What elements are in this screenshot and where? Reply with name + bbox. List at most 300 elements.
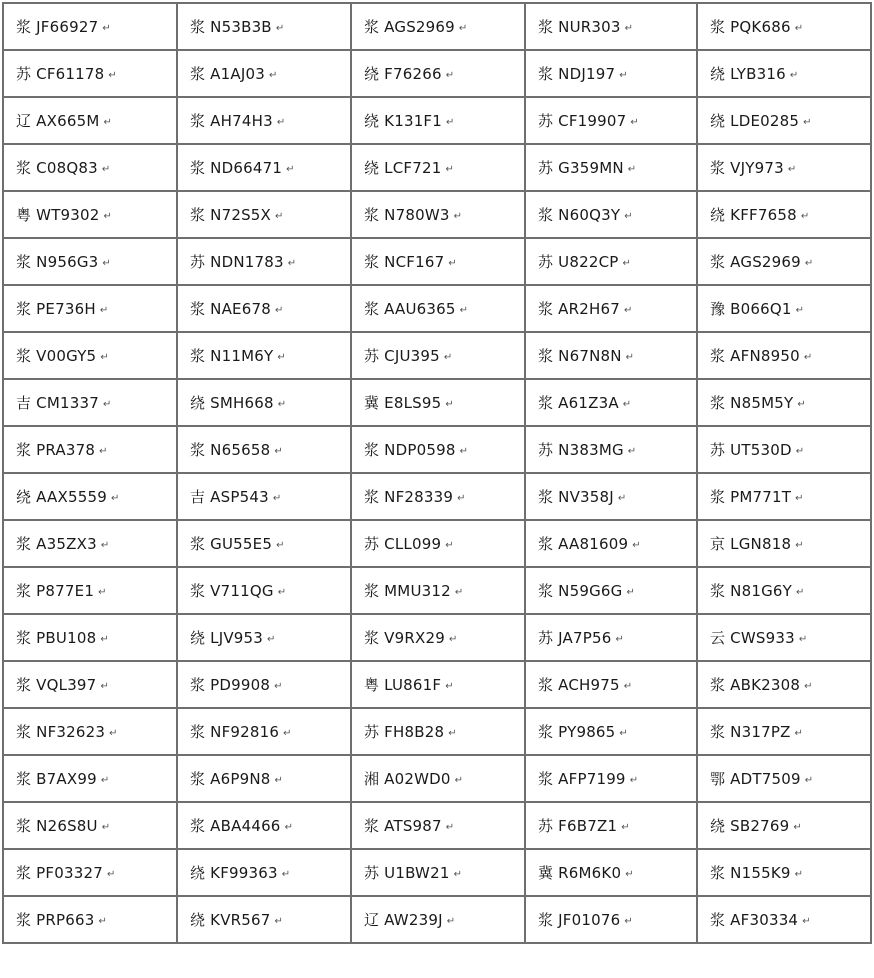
plate-text: 苏 CLL099 [364, 535, 442, 553]
plate-text: 绕 KFF7658 [710, 206, 797, 224]
paragraph-mark-icon: ↵ [448, 728, 457, 739]
paragraph-mark-icon: ↵ [276, 117, 286, 128]
paragraph-mark-icon: ↵ [797, 399, 806, 410]
paragraph-mark-icon: ↵ [448, 634, 458, 645]
paragraph-mark-icon: ↵ [453, 211, 462, 222]
plate-text: 辽 AX665M [16, 112, 100, 130]
paragraph-mark-icon: ↵ [787, 164, 797, 175]
plate-text: 浆 N956G3 [16, 253, 99, 271]
plate-text: 绕 KF99363 [190, 864, 278, 882]
plate-text: 吉 ASP543 [190, 488, 269, 506]
paragraph-mark-icon: ↵ [272, 493, 282, 504]
plate-text: 浆 A61Z3A [538, 394, 619, 412]
plate-cell[interactable] [525, 3, 697, 50]
paragraph-mark-icon: ↵ [454, 775, 464, 786]
plate-text: 苏 N383MG [538, 441, 624, 459]
plate-cell[interactable] [697, 426, 871, 473]
plate-cell[interactable] [177, 191, 351, 238]
plate-text: 绕 AAX5559 [16, 488, 107, 506]
table-row [3, 144, 871, 191]
paragraph-mark-icon: ↵ [103, 117, 112, 128]
table-row [3, 97, 871, 144]
paragraph-mark-icon: ↵ [287, 258, 297, 269]
plate-text: 浆 AGS2969 [364, 18, 455, 36]
plate-cell[interactable] [177, 755, 351, 802]
plate-cell[interactable] [3, 896, 177, 943]
plate-cell[interactable] [3, 849, 177, 896]
paragraph-mark-icon: ↵ [623, 305, 633, 316]
paragraph-mark-icon: ↵ [103, 211, 112, 222]
plate-cell[interactable] [525, 708, 697, 755]
plate-cell[interactable] [177, 802, 351, 849]
plate-cell[interactable] [697, 50, 871, 97]
paragraph-mark-icon: ↵ [457, 493, 466, 504]
plate-text: 绕 K131F1 [364, 112, 443, 130]
table-row [3, 50, 871, 97]
plate-text: 浆 N155K9 [710, 864, 791, 882]
plate-table-body [3, 3, 871, 943]
plate-cell[interactable] [525, 849, 697, 896]
plate-text: 苏 CF61178 [16, 65, 105, 83]
plate-cell[interactable] [525, 97, 697, 144]
paragraph-mark-icon: ↵ [458, 23, 468, 34]
paragraph-mark-icon: ↵ [274, 681, 283, 692]
plate-text: 浆 AA81609 [538, 535, 629, 553]
table-row [3, 802, 871, 849]
paragraph-mark-icon: ↵ [275, 211, 284, 222]
plate-text: 浆 N60Q3Y [538, 206, 621, 224]
table-row [3, 238, 871, 285]
paragraph-mark-icon: ↵ [798, 634, 808, 645]
plate-text: 冀 R6M6K0 [538, 864, 622, 882]
plate-text: 苏 NDN1783 [190, 253, 284, 271]
plate-cell[interactable] [351, 3, 525, 50]
plate-text: 绕 SB2769 [710, 817, 790, 835]
paragraph-mark-icon: ↵ [796, 587, 805, 598]
paragraph-mark-icon: ↵ [274, 446, 283, 457]
plate-cell[interactable] [3, 567, 177, 614]
plate-text: 浆 AR2H67 [538, 300, 620, 318]
plate-text: 粤 WT9302 [16, 206, 100, 224]
paragraph-mark-icon: ↵ [624, 23, 634, 34]
paragraph-mark-icon: ↵ [100, 352, 109, 363]
paragraph-mark-icon: ↵ [795, 446, 805, 457]
plate-cell[interactable] [177, 708, 351, 755]
plate-text: 浆 ABK2308 [710, 676, 801, 694]
paragraph-mark-icon: ↵ [624, 211, 633, 222]
paragraph-mark-icon: ↵ [108, 70, 117, 81]
plate-cell[interactable] [3, 708, 177, 755]
paragraph-mark-icon: ↵ [794, 728, 803, 739]
paragraph-mark-icon: ↵ [100, 681, 109, 692]
table-row [3, 285, 871, 332]
paragraph-mark-icon: ↵ [627, 446, 637, 457]
plate-cell[interactable] [351, 567, 525, 614]
plate-cell[interactable] [3, 144, 177, 191]
plate-cell[interactable] [177, 426, 351, 473]
paragraph-mark-icon: ↵ [804, 681, 813, 692]
plate-cell[interactable] [697, 755, 871, 802]
paragraph-mark-icon: ↵ [98, 916, 107, 927]
plate-text: 豫 B066Q1 [710, 300, 792, 318]
plate-text: 浆 PF03327 [16, 864, 103, 882]
plate-cell[interactable] [351, 191, 525, 238]
table-row [3, 520, 871, 567]
plate-cell[interactable] [3, 285, 177, 332]
table-row [3, 755, 871, 802]
paragraph-mark-icon: ↵ [443, 352, 453, 363]
plate-cell[interactable] [697, 144, 871, 191]
plate-text: 鄂 ADT7509 [710, 770, 801, 788]
plate-text: 浆 P877E1 [16, 582, 95, 600]
plate-text: 吉 CM1337 [16, 394, 99, 412]
paragraph-mark-icon: ↵ [802, 916, 811, 927]
plate-cell[interactable] [351, 755, 525, 802]
plate-text: 浆 N59G6G [538, 582, 623, 600]
plate-cell[interactable] [351, 426, 525, 473]
plate-text: 绕 LYB316 [710, 65, 786, 83]
plate-cell[interactable] [525, 50, 697, 97]
plate-cell[interactable] [525, 567, 697, 614]
paragraph-mark-icon: ↵ [277, 587, 287, 598]
plate-cell[interactable] [177, 144, 351, 191]
plate-cell[interactable] [351, 379, 525, 426]
plate-text: 浆 PRA378 [16, 441, 96, 459]
paragraph-mark-icon: ↵ [102, 399, 112, 410]
plate-cell[interactable] [525, 520, 697, 567]
paragraph-mark-icon: ↵ [629, 775, 639, 786]
plate-cell[interactable] [351, 332, 525, 379]
plate-text: 绕 LDE0285 [710, 112, 800, 130]
paragraph-mark-icon: ↵ [106, 869, 116, 880]
paragraph-mark-icon: ↵ [268, 70, 278, 81]
plate-cell[interactable] [177, 661, 351, 708]
paragraph-mark-icon: ↵ [445, 70, 455, 81]
plate-text: 苏 G359MN [538, 159, 624, 177]
paragraph-mark-icon: ↵ [623, 681, 633, 692]
plate-text: 浆 NF92816 [190, 723, 280, 741]
plate-text: 浆 VQL397 [16, 676, 97, 694]
plate-cell[interactable] [177, 379, 351, 426]
paragraph-mark-icon: ↵ [632, 540, 641, 551]
plate-text: 浆 MMU312 [364, 582, 451, 600]
plate-text: 苏 JA7P56 [538, 629, 612, 647]
plate-text: 浆 NCF167 [364, 253, 445, 271]
plate-text: 粤 LU861F [364, 676, 442, 694]
paragraph-mark-icon: ↵ [795, 540, 804, 551]
plate-text: 浆 NF32623 [16, 723, 106, 741]
plate-text: 苏 F6B7Z1 [538, 817, 618, 835]
plate-cell[interactable] [351, 802, 525, 849]
plate-cell[interactable] [3, 661, 177, 708]
paragraph-mark-icon: ↵ [284, 822, 293, 833]
plate-cell[interactable] [697, 332, 871, 379]
plate-text: 浆 ATS987 [364, 817, 442, 835]
plate-cell[interactable] [3, 520, 177, 567]
paragraph-mark-icon: ↵ [99, 305, 109, 316]
paragraph-mark-icon: ↵ [109, 728, 118, 739]
paragraph-mark-icon: ↵ [619, 728, 628, 739]
plate-text: 绕 SMH668 [190, 394, 274, 412]
paragraph-mark-icon: ↵ [459, 446, 468, 457]
plate-cell[interactable] [697, 614, 871, 661]
plate-text: 浆 GU55E5 [190, 535, 273, 553]
paragraph-mark-icon: ↵ [622, 399, 632, 410]
plate-cell[interactable] [351, 50, 525, 97]
plate-text: 浆 PD9908 [190, 676, 271, 694]
plate-cell[interactable] [525, 144, 697, 191]
plate-text: 浆 N81G6Y [710, 582, 793, 600]
paragraph-mark-icon: ↵ [804, 258, 814, 269]
table-row [3, 661, 871, 708]
paragraph-mark-icon: ↵ [803, 117, 812, 128]
plate-text: 浆 PM771T [710, 488, 792, 506]
paragraph-mark-icon: ↵ [277, 352, 286, 363]
plate-text: 浆 B7AX99 [16, 770, 97, 788]
paragraph-mark-icon: ↵ [274, 775, 283, 786]
paragraph-mark-icon: ↵ [795, 305, 805, 316]
plate-text: 浆 NDJ197 [538, 65, 616, 83]
plate-text: 浆 NUR303 [538, 18, 621, 36]
plate-text: 冀 E8LS95 [364, 394, 442, 412]
plate-cell[interactable] [351, 661, 525, 708]
paragraph-mark-icon: ↵ [630, 117, 639, 128]
plate-cell[interactable] [3, 379, 177, 426]
plate-cell[interactable] [525, 191, 697, 238]
paragraph-mark-icon: ↵ [453, 869, 462, 880]
plate-text: 浆 ACH975 [538, 676, 620, 694]
plate-cell[interactable] [177, 520, 351, 567]
plate-text: 苏 U1BW21 [364, 864, 450, 882]
plate-cell[interactable] [697, 849, 871, 896]
plate-text: 苏 CJU395 [364, 347, 440, 365]
plate-text: 浆 PBU108 [16, 629, 97, 647]
plate-text: 浆 A1AJ03 [190, 65, 265, 83]
plate-text: 浆 AFN8950 [710, 347, 800, 365]
plate-text: 浆 PRP663 [16, 911, 95, 929]
paragraph-mark-icon: ↵ [101, 822, 111, 833]
paragraph-mark-icon: ↵ [622, 258, 631, 269]
plate-text: 浆 V00GY5 [16, 347, 97, 365]
plate-cell[interactable] [351, 520, 525, 567]
plate-cell[interactable] [697, 285, 871, 332]
plate-cell[interactable] [177, 238, 351, 285]
plate-cell[interactable] [3, 97, 177, 144]
plate-text: 湘 A02WD0 [364, 770, 451, 788]
paragraph-mark-icon: ↵ [804, 775, 814, 786]
plate-cell[interactable] [525, 614, 697, 661]
plate-cell[interactable] [525, 755, 697, 802]
paragraph-mark-icon: ↵ [267, 634, 276, 645]
plate-cell[interactable] [525, 661, 697, 708]
plate-text: 浆 V711QG [190, 582, 274, 600]
plate-cell[interactable] [351, 849, 525, 896]
plate-text: 浆 PQK686 [710, 18, 791, 36]
plate-text: 浆 NF28339 [364, 488, 454, 506]
plate-cell[interactable] [525, 332, 697, 379]
plate-text: 苏 U822CP [538, 253, 619, 271]
plate-cell[interactable] [351, 614, 525, 661]
paragraph-mark-icon: ↵ [110, 493, 120, 504]
plate-cell[interactable] [3, 50, 177, 97]
paragraph-mark-icon: ↵ [626, 587, 635, 598]
paragraph-mark-icon: ↵ [445, 822, 455, 833]
paragraph-mark-icon: ↵ [100, 634, 109, 645]
plate-cell[interactable] [3, 614, 177, 661]
paragraph-mark-icon: ↵ [625, 352, 635, 363]
plate-text: 浆 AF30334 [710, 911, 799, 929]
plate-cell[interactable] [697, 708, 871, 755]
table-row [3, 849, 871, 896]
plate-text: 绕 KVR567 [190, 911, 271, 929]
plate-cell[interactable] [177, 896, 351, 943]
plate-cell[interactable] [351, 144, 525, 191]
plate-cell[interactable] [697, 802, 871, 849]
paragraph-mark-icon: ↵ [789, 70, 799, 81]
paragraph-mark-icon: ↵ [275, 23, 285, 34]
plate-cell[interactable] [177, 849, 351, 896]
table-row [3, 567, 871, 614]
plate-cell[interactable] [525, 285, 697, 332]
plate-text: 浆 N780W3 [364, 206, 450, 224]
plate-cell[interactable] [177, 567, 351, 614]
plate-cell[interactable] [697, 661, 871, 708]
plate-cell[interactable] [697, 97, 871, 144]
plate-cell[interactable] [3, 802, 177, 849]
plate-cell[interactable] [351, 285, 525, 332]
table-row [3, 379, 871, 426]
plate-text: 浆 N317PZ [710, 723, 791, 741]
paragraph-mark-icon: ↵ [795, 493, 804, 504]
paragraph-mark-icon: ↵ [281, 869, 291, 880]
plate-cell[interactable] [697, 3, 871, 50]
plate-cell[interactable] [177, 97, 351, 144]
plate-text: 绕 LJV953 [190, 629, 264, 647]
table-row [3, 614, 871, 661]
plate-text: 浆 NV358J [538, 488, 614, 506]
plate-cell[interactable] [525, 473, 697, 520]
plate-text: 浆 N11M6Y [190, 347, 274, 365]
paragraph-mark-icon: ↵ [454, 587, 464, 598]
plate-cell[interactable] [177, 50, 351, 97]
plate-cell[interactable] [351, 708, 525, 755]
plate-cell[interactable] [3, 332, 177, 379]
plate-cell[interactable] [3, 238, 177, 285]
paragraph-mark-icon: ↵ [283, 728, 292, 739]
paragraph-mark-icon: ↵ [627, 164, 637, 175]
plate-text: 浆 N72S5X [190, 206, 272, 224]
paragraph-mark-icon: ↵ [100, 775, 110, 786]
table-row [3, 191, 871, 238]
plate-text: 浆 N65658 [190, 441, 271, 459]
paragraph-mark-icon: ↵ [101, 164, 111, 175]
plate-text: 浆 PE736H [16, 300, 96, 318]
paragraph-mark-icon: ↵ [624, 916, 633, 927]
plate-text: 浆 AFP7199 [538, 770, 626, 788]
paragraph-mark-icon: ↵ [448, 258, 457, 269]
paragraph-mark-icon: ↵ [100, 540, 110, 551]
plate-cell[interactable] [525, 802, 697, 849]
plate-cell[interactable] [177, 473, 351, 520]
paragraph-mark-icon: ↵ [803, 352, 813, 363]
plate-cell[interactable] [697, 896, 871, 943]
paragraph-mark-icon: ↵ [619, 70, 628, 81]
plate-cell[interactable] [697, 567, 871, 614]
plate-cell[interactable] [697, 238, 871, 285]
plate-cell[interactable] [177, 614, 351, 661]
paragraph-mark-icon: ↵ [274, 916, 283, 927]
paragraph-mark-icon: ↵ [621, 822, 630, 833]
plate-cell[interactable] [3, 426, 177, 473]
table-row [3, 896, 871, 943]
plate-cell[interactable] [351, 238, 525, 285]
paragraph-mark-icon: ↵ [274, 305, 284, 316]
plate-cell[interactable] [697, 191, 871, 238]
plate-text: 浆 JF01076 [538, 911, 621, 929]
plate-cell[interactable] [3, 473, 177, 520]
paragraph-mark-icon: ↵ [800, 211, 810, 222]
plate-text: 浆 PY9865 [538, 723, 616, 741]
paragraph-mark-icon: ↵ [617, 493, 627, 504]
paragraph-mark-icon: ↵ [277, 399, 287, 410]
plate-text: 苏 FH8B28 [364, 723, 445, 741]
paragraph-mark-icon: ↵ [99, 446, 108, 457]
plate-cell[interactable] [3, 3, 177, 50]
table-row [3, 3, 871, 50]
plate-text: 浆 N26S8U [16, 817, 98, 835]
paragraph-mark-icon: ↵ [445, 164, 454, 175]
plate-text: 苏 CF19907 [538, 112, 627, 130]
plate-cell[interactable] [177, 285, 351, 332]
plate-text: 浆 N53B3B [190, 18, 272, 36]
plate-cell[interactable] [525, 238, 697, 285]
table-row [3, 708, 871, 755]
plate-cell[interactable] [697, 379, 871, 426]
plate-text: 浆 ABA4466 [190, 817, 281, 835]
plate-cell[interactable] [525, 896, 697, 943]
plate-cell[interactable] [3, 755, 177, 802]
plate-cell[interactable] [351, 896, 525, 943]
plate-cell[interactable] [697, 473, 871, 520]
plate-text: 浆 VJY973 [710, 159, 784, 177]
paragraph-mark-icon: ↵ [625, 869, 634, 880]
paragraph-mark-icon: ↵ [445, 540, 454, 551]
paragraph-mark-icon: ↵ [794, 23, 804, 34]
plate-cell[interactable] [351, 473, 525, 520]
plate-cell[interactable] [525, 426, 697, 473]
plate-text: 浆 N67N8N [538, 347, 622, 365]
plate-cell[interactable] [177, 3, 351, 50]
plate-text: 浆 N85M5Y [710, 394, 794, 412]
plate-text: 绕 F76266 [364, 65, 442, 83]
plate-cell[interactable] [525, 379, 697, 426]
plate-cell[interactable] [697, 520, 871, 567]
plate-cell[interactable] [351, 97, 525, 144]
plate-cell[interactable] [177, 332, 351, 379]
plate-table [2, 2, 872, 944]
paragraph-mark-icon: ↵ [446, 117, 455, 128]
table-row [3, 332, 871, 379]
plate-text: 浆 JF66927 [16, 18, 99, 36]
plate-cell[interactable] [3, 191, 177, 238]
plate-text: 云 CWS933 [710, 629, 795, 647]
plate-text: 浆 C08Q83 [16, 159, 98, 177]
plate-text: 浆 V9RX29 [364, 629, 445, 647]
paragraph-mark-icon: ↵ [445, 681, 454, 692]
paragraph-mark-icon: ↵ [276, 540, 285, 551]
plate-text: 苏 UT530D [710, 441, 792, 459]
table-row [3, 473, 871, 520]
